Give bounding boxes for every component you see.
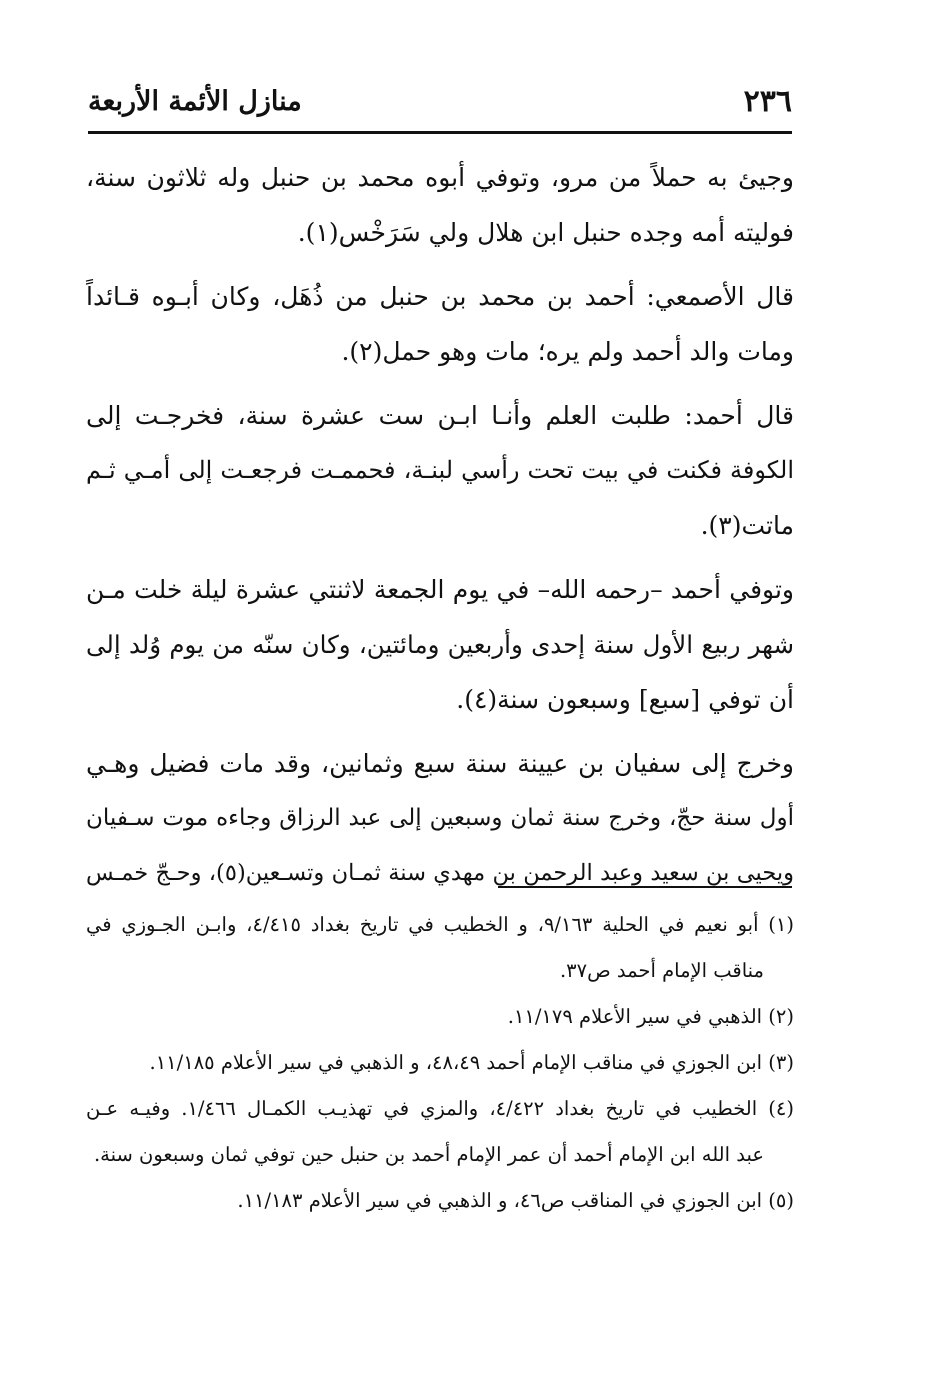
header-rule: [88, 131, 792, 134]
text-line: قال الأصمعي: أحمد بن محمد بن حنبل من ذُهَل، وكان أبـوه قـائداً: [86, 282, 794, 311]
main-text: [86, 150, 794, 901]
text-line: أن توفي [سبع] وسبعون سنة(٤).: [456, 685, 794, 714]
footnote-line: (٢) الذهبي في سير الأعلام ١١/١٧٩.: [507, 1005, 794, 1028]
text-line: ومات والد أحمد ولم يره؛ مات وهو حمل(٢).: [341, 337, 794, 366]
paragraph: [86, 388, 794, 553]
footnote-line: عبد الله ابن الإمام أحمد أن عمر الإمام أحمد بن حنبل حين توفي ثمان وسبعون سنة.: [93, 1143, 764, 1166]
text-line: أول سنة حجّ، وخرج سنة ثمان وسبعين إلى عبد الرزاق وجاءه موت سـفيان: [86, 805, 794, 831]
footnote: [86, 902, 794, 994]
paragraph: [86, 150, 794, 260]
running-title: منازل الأئمة الأربعة: [88, 86, 302, 117]
footnote: [86, 1086, 794, 1178]
footnote-line: (٥) ابن الجوزي في المناقب ص٤٦، و الذهبي في سير الأعلام ١١/١٨٣.: [237, 1189, 794, 1212]
text-line: وخرج إلى سفيان بن عيينة سنة سبع وثمانين، وقد مات فضيل وهـي: [86, 749, 794, 778]
text-line: قال أحمد: طلبت العلم وأنـا ابـن ست عشرة سنة، فخرجـت إلى: [86, 401, 794, 430]
footnote-separator: [498, 886, 792, 888]
text-line: ويحيى بن سعيد وعبد الرحمن بن مهدي سنة ثمـان وتسـعين(٥)، وحـجّ خمـس: [86, 860, 794, 886]
paragraph: [86, 562, 794, 727]
footnote-line: (١) أبو نعيم في الحلية ٩/١٦٣، و الخطيب في تاريخ بغداد ٤/٤١٥، وابـن الجـوزي في: [86, 913, 794, 936]
footnote-line: (٤) الخطيب في تاريخ بغداد ٤/٤٢٢، والمزي في تهذيـب الكمـال ١/٤٦٦. وفيـه عـن: [86, 1097, 794, 1120]
text-line: وتوفي أحمد –رحمه الله– في يوم الجمعة لاثنتي عشرة ليلة خلت مـن: [86, 575, 794, 604]
footnotes: [86, 902, 794, 1224]
page-header: [88, 84, 792, 124]
text-line: شهر ربيع الأول سنة إحدى وأربعين ومائتين، وكان سنّه من يوم وُلد إلى: [86, 630, 794, 659]
paragraph: [86, 269, 794, 379]
text-line: الكوفة فكنت في بيت تحت رأسي لبنـة، فحممـت فرجعـت إلى أمـي ثـم: [86, 456, 794, 484]
paragraph: [86, 736, 794, 901]
footnote: [86, 1040, 794, 1086]
footnote-line: (٣) ابن الجوزي في مناقب الإمام أحمد ٤٨،٤٩، و الذهبي في سير الأعلام ١١/١٨٥.: [149, 1051, 794, 1074]
text-line: وجيئ به حملاً من مرو، وتوفي أبوه محمد بن حنبل وله ثلاثون سنة،: [86, 163, 794, 192]
page-number: ٢٣٦: [743, 84, 792, 119]
footnote-line: مناقب الإمام أحمد ص٣٧.: [559, 959, 764, 982]
text-line: فوليته أمه وجده حنبل ابن هلال ولي سَرَخْس(١).: [297, 218, 794, 247]
footnote: [86, 1178, 794, 1224]
text-line: ماتت(٣).: [700, 511, 794, 540]
footnote: [86, 994, 794, 1040]
